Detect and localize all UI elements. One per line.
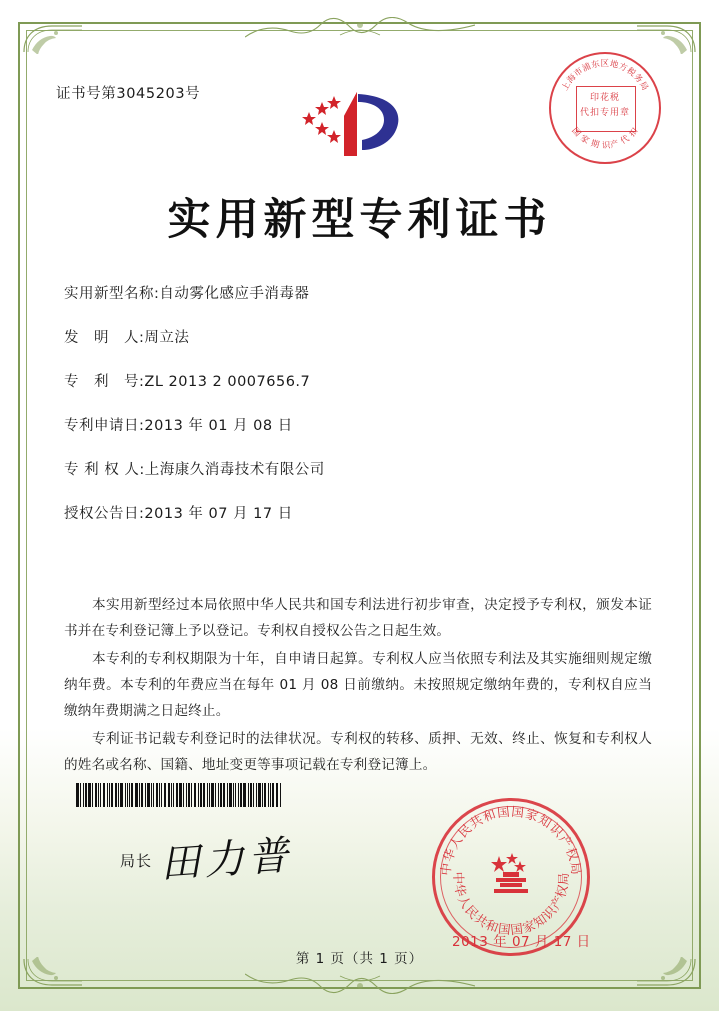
- barcode-bar: [131, 783, 133, 807]
- barcode-bar: [111, 783, 113, 807]
- bottom-edge-ornament-icon: [245, 968, 475, 994]
- barcode-bar: [168, 783, 170, 807]
- barcode-bar: [151, 783, 152, 807]
- barcode-bar: [125, 783, 126, 807]
- tax-seal-arc-top: 上海市浦东区地方税务局: [559, 58, 651, 93]
- barcode-bar: [238, 783, 239, 807]
- paragraph: 本专利的专利权期限为十年，自申请日起算。专利权人应当依照专利法及其实施细则规定缴纳年费。本专利的年费应当在每年 01 月 08 日前缴纳。未按照规定缴纳年费的，专利权自应当缴纳年费期满之日起终止。: [64, 651, 652, 719]
- field-value: 自动雾化感应手消毒器: [159, 286, 310, 302]
- tax-stamp-seal: [549, 52, 661, 164]
- field-row: [64, 460, 654, 480]
- barcode-bar: [198, 783, 199, 807]
- barcode-bar: [220, 783, 222, 807]
- field-row: [64, 416, 654, 436]
- barcode-bar: [161, 783, 162, 807]
- barcode-bar: [235, 783, 236, 807]
- barcode-bar: [159, 783, 160, 807]
- field-list: [64, 284, 654, 548]
- director-label: 局长: [120, 852, 153, 870]
- barcode-bar: [276, 783, 279, 807]
- director-signature: 田力普: [158, 832, 294, 888]
- field-row: [64, 504, 654, 524]
- barcode-bar: [141, 783, 143, 807]
- barcode-bar: [120, 783, 123, 807]
- barcode-bar: [127, 783, 128, 807]
- barcode-bar: [171, 783, 172, 807]
- barcode-bar: [98, 783, 99, 807]
- field-value: 2013 年 07 月 17 日: [144, 506, 293, 522]
- seal-date: 2013 年 07 月 17 日: [452, 934, 591, 950]
- barcode-bar: [118, 783, 119, 807]
- field-value: 上海康久消毒技术有限公司: [144, 462, 325, 478]
- barcode-bar: [211, 783, 214, 807]
- barcode-bar: [272, 783, 274, 807]
- field-value: 2013 年 01 月 08 日: [144, 418, 293, 434]
- corner-ornament-top-left-icon: [22, 24, 84, 54]
- sipo-logo-icon: [300, 86, 420, 162]
- barcode-bar: [107, 783, 108, 807]
- barcode-bar: [115, 783, 117, 807]
- barcode-bar: [103, 783, 106, 807]
- certificate-number: 证书号第3045203号: [56, 86, 201, 102]
- barcode-bar: [145, 783, 146, 807]
- barcode-bar: [215, 783, 216, 807]
- barcode-bar: [109, 783, 110, 807]
- barcode-bar: [153, 783, 154, 807]
- barcode-bar: [164, 783, 167, 807]
- barcode-bar: [139, 783, 140, 807]
- field-label: 实用新型名称:: [64, 286, 160, 302]
- field-label: 专 利 权 人:: [64, 462, 145, 478]
- national-emblem-icon: [482, 848, 540, 906]
- barcode-bar: [186, 783, 187, 807]
- barcode-bar: [207, 783, 208, 807]
- barcode-bar: [176, 783, 178, 807]
- barcode-bar: [270, 783, 271, 807]
- barcode-bar: [191, 783, 192, 807]
- barcode-bar: [95, 783, 97, 807]
- field-row: [64, 328, 654, 348]
- page-footer: 第 1 页（共 1 页）: [295, 951, 424, 967]
- tax-seal-line1: 印花税: [589, 93, 620, 103]
- barcode-bar: [280, 783, 281, 807]
- barcode-bar: [240, 783, 242, 807]
- barcode-bar: [83, 783, 84, 807]
- field-row: [64, 372, 654, 392]
- barcode-bar: [156, 783, 158, 807]
- field-value: 周立法: [144, 330, 190, 346]
- official-seal-arc-top: 中华人民共和国国家知识产权局: [437, 803, 585, 877]
- body-text: [64, 592, 652, 780]
- barcode-bar: [227, 783, 228, 807]
- barcode-bar: [147, 783, 150, 807]
- field-label: 专 利 号:: [64, 374, 145, 390]
- barcode-bar: [194, 783, 197, 807]
- official-seal-arc-bottom: 中华人民共和国国家知识产权局: [450, 871, 572, 938]
- corner-ornament-top-right-icon: [635, 24, 697, 54]
- tax-seal-line2: 代扣专用章: [579, 108, 630, 118]
- barcode-bar: [129, 783, 130, 807]
- barcode-bar: [183, 783, 184, 807]
- paragraph: 本实用新型经过本局依照中华人民共和国专利法进行初步审查，决定授予专利权，颁发本证书并在专利登记簿上予以登记。专利权自授权公告之日起生效。: [64, 597, 652, 639]
- barcode-bar: [200, 783, 202, 807]
- barcode-bar: [264, 783, 266, 807]
- barcode-bar: [262, 783, 263, 807]
- field-label: 授权公告日:: [64, 506, 145, 522]
- barcode-bar: [173, 783, 174, 807]
- barcode-bar: [88, 783, 91, 807]
- field-row: [64, 284, 654, 304]
- barcode-bar: [135, 783, 138, 807]
- field-label: 发 明 人:: [64, 330, 145, 346]
- barcode-bar: [233, 783, 234, 807]
- paragraph: 专利证书记载专利登记时的法律状况。专利权的转移、质押、无效、终止、恢复和专利权人的姓名或名称、国籍、地址变更等事项记载在专利登记簿上。: [64, 731, 652, 773]
- barcode-bar: [85, 783, 87, 807]
- barcode-bar: [80, 783, 81, 807]
- barcode-bar: [256, 783, 257, 807]
- barcode-bar: [203, 783, 205, 807]
- tax-seal-arc-bottom: 国 家 期 识产 代 扣: [570, 125, 640, 151]
- barcode: [76, 783, 282, 807]
- barcode-bar: [258, 783, 261, 807]
- barcode-bar: [100, 783, 101, 807]
- barcode-bar: [92, 783, 93, 807]
- barcode-bar: [229, 783, 232, 807]
- barcode-bar: [248, 783, 249, 807]
- barcode-bar: [218, 783, 219, 807]
- top-edge-ornament-icon: [245, 17, 475, 43]
- barcode-bar: [76, 783, 79, 807]
- barcode-bar: [223, 783, 225, 807]
- barcode-bar: [268, 783, 269, 807]
- barcode-bar: [179, 783, 182, 807]
- barcode-bar: [253, 783, 254, 807]
- barcode-bar: [188, 783, 190, 807]
- page-title: 实用新型专利证书: [167, 195, 552, 245]
- barcode-bar: [243, 783, 246, 807]
- barcode-bar: [250, 783, 252, 807]
- field-label: 专利申请日:: [64, 418, 145, 434]
- barcode-bar: [209, 783, 210, 807]
- field-value: ZL 2013 2 0007656.7: [144, 374, 311, 390]
